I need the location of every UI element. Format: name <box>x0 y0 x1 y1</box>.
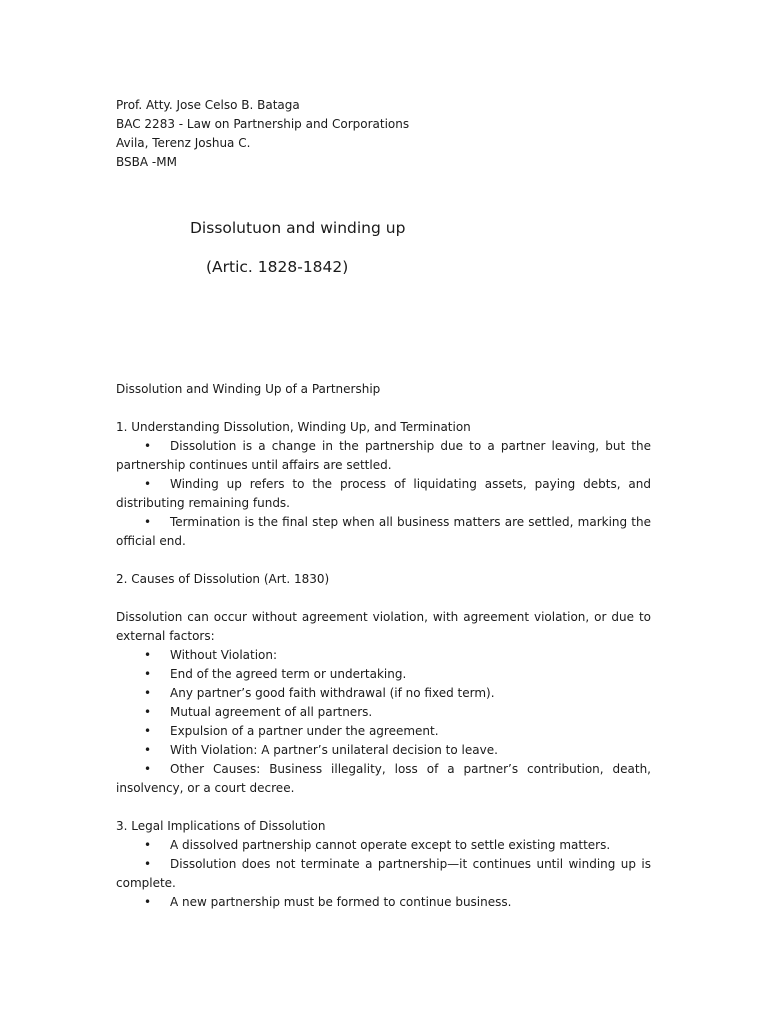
section-3-heading: 3. Legal Implications of Dissolution <box>116 819 326 833</box>
bullet-icon: • <box>144 515 152 529</box>
list-item: • Winding up refers to the process of liquidating assets, paying debts, and distributing remaining funds. <box>116 477 651 510</box>
section-main-heading: Dissolution and Winding Up of a Partnership <box>116 382 381 396</box>
list-item: • A dissolved partnership cannot operate except to settle existing matters. <box>116 836 651 855</box>
section-2-heading: 2. Causes of Dissolution (Art. 1830) <box>116 572 330 586</box>
list-item: • Any partner’s good faith withdrawal (if no fixed term). <box>116 684 651 703</box>
list-item: • Termination is the final step when all business matters are settled, marking the official end. <box>116 515 651 548</box>
bullet-icon: • <box>144 705 152 719</box>
list-item: • Dissolution is a change in the partnership due to a partner leaving, but the partnership continues until affairs are settled. <box>116 439 651 472</box>
bullet-icon: • <box>144 724 152 738</box>
bullet-icon: • <box>144 838 152 852</box>
spacer <box>116 798 651 817</box>
program-name: BSBA -MM <box>116 155 177 169</box>
course-title: BAC 2283 - Law on Partnership and Corporations <box>116 117 410 131</box>
list-item: • Other Causes: Business illegality, loss of a partner’s contribution, death, insolvency, or a court decree. <box>116 762 651 795</box>
spacer <box>116 399 651 418</box>
list-item: • Mutual agreement of all partners. <box>116 703 651 722</box>
list-item: • End of the agreed term or undertaking. <box>116 665 651 684</box>
document-body <box>116 380 651 912</box>
section-2-intro: Dissolution can occur without agreement violation, with agreement violation, or due to external factors: <box>116 610 651 643</box>
section-1-heading: 1. Understanding Dissolution, Winding Up, and Termination <box>116 420 471 434</box>
document-title: Dissolutuon and winding up <box>190 219 406 237</box>
spacer <box>116 589 651 608</box>
bullet-icon: • <box>144 895 152 909</box>
bullet-icon: • <box>144 686 152 700</box>
bullet-icon: • <box>144 477 152 491</box>
document-subtitle: (Artic. 1828-1842) <box>206 258 349 276</box>
list-item: • With Violation: A partner’s unilateral decision to leave. <box>116 741 651 760</box>
bullet-icon: • <box>144 667 152 681</box>
document-header <box>116 96 656 172</box>
bullet-icon: • <box>144 648 152 662</box>
list-item: • Without Violation: <box>116 646 651 665</box>
bullet-icon: • <box>144 762 152 776</box>
list-item: • A new partnership must be formed to continue business. <box>116 893 651 912</box>
spacer <box>116 551 651 570</box>
list-item: • Expulsion of a partner under the agreement. <box>116 722 651 741</box>
bullet-icon: • <box>144 743 152 757</box>
student-name: Avila, Terenz Joshua C. <box>116 136 251 150</box>
bullet-icon: • <box>144 857 152 871</box>
list-item: • Dissolution does not terminate a partnership—it continues until winding up is complete. <box>116 857 651 890</box>
professor-name: Prof. Atty. Jose Celso B. Bataga <box>116 98 300 112</box>
bullet-icon: • <box>144 439 152 453</box>
